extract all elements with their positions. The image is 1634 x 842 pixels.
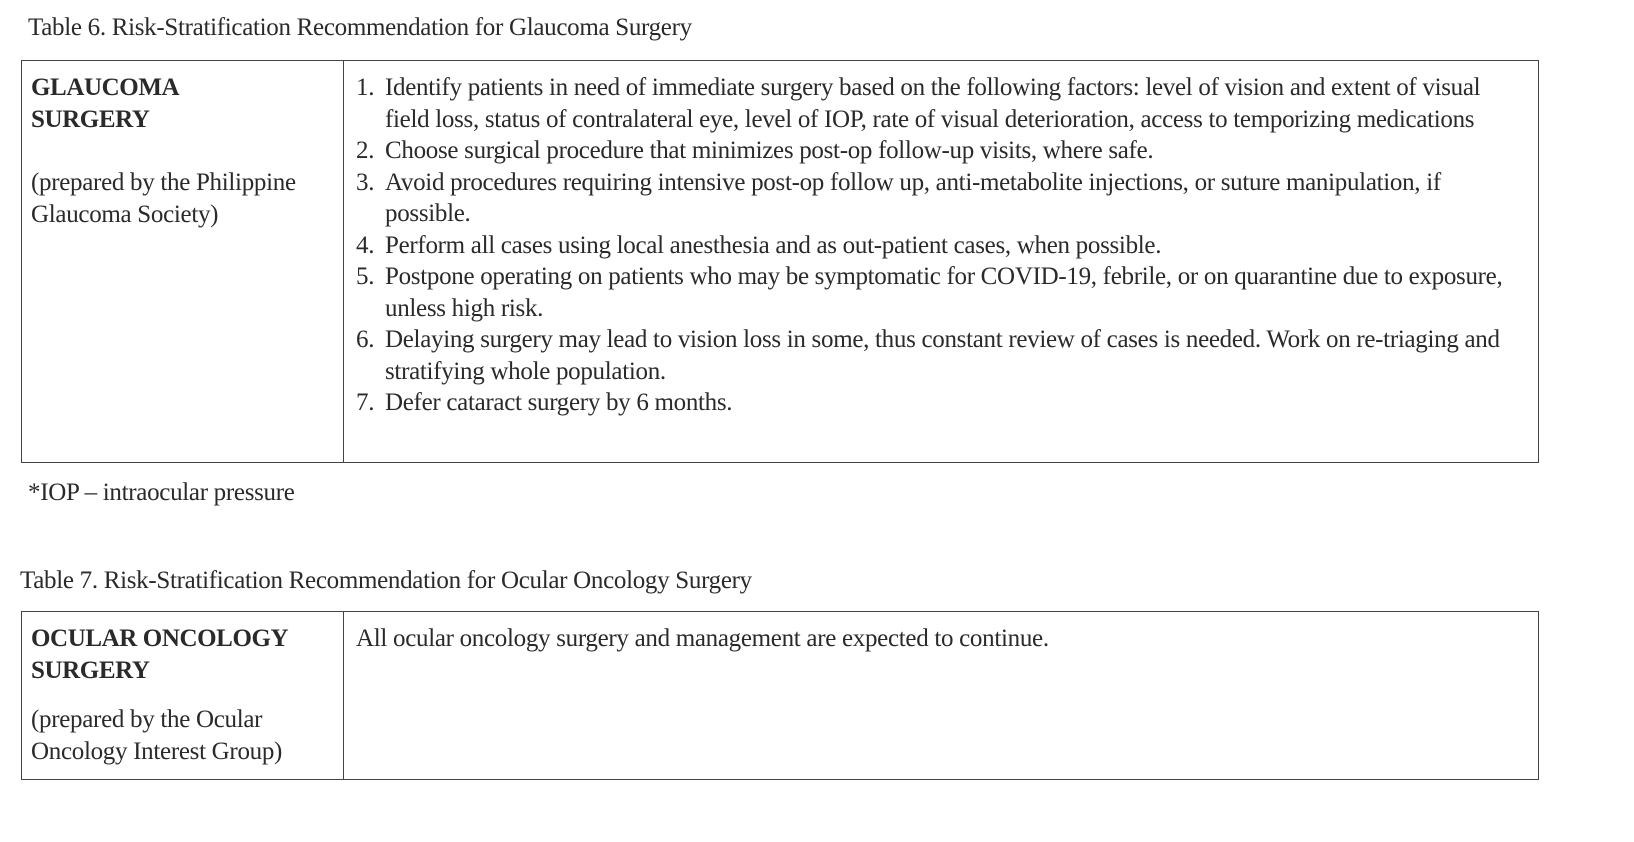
item-number: 2. xyxy=(356,137,375,164)
list-item xyxy=(356,324,1518,387)
list-item xyxy=(356,167,1518,230)
glaucoma-heading-line1: GLAUCOMA xyxy=(31,74,180,101)
list-item xyxy=(356,135,1518,167)
table7-caption: Table 7. Risk-Stratification Recommendation for Ocular Oncology Surgery xyxy=(20,567,752,594)
item-text: Avoid procedures requiring intensive post-op follow up, anti-metabolite injections, or suture manipulation, if possible. xyxy=(385,168,1441,227)
item-number: 1. xyxy=(356,74,375,101)
oncology-heading-line2: SURGERY xyxy=(31,656,150,684)
list-item xyxy=(356,230,1518,262)
item-text: Delaying surgery may lead to vision loss in some, thus constant review of cases is needed. Work on re-triaging and stratifying whole population. xyxy=(385,326,1500,385)
oncology-heading-line1: OCULAR ONCOLOGY xyxy=(31,625,289,652)
item-number: 3. xyxy=(356,168,375,196)
glaucoma-heading-line2: SURGERY xyxy=(31,105,150,133)
oncology-heading-cell xyxy=(22,612,344,780)
item-text: Perform all cases using local anesthesia and as out-patient cases, when possible. xyxy=(385,231,1162,259)
glaucoma-heading-cell xyxy=(22,61,344,463)
item-text: Identify patients in need of immediate surgery based on the following factors: level of vision and extent of visual field loss, status of contralateral eye, level of IOP, rate of visual deterioration, access to temporizing medications xyxy=(385,74,1481,133)
list-item xyxy=(356,387,1518,419)
item-text: Choose surgical procedure that minimizes post-op follow-up visits, where safe. xyxy=(385,137,1154,164)
list-item xyxy=(356,72,1518,135)
item-number: 4. xyxy=(356,231,375,259)
oncology-recommendation-cell: All ocular oncology surgery and management are expected to continue. xyxy=(344,612,1539,780)
table-row xyxy=(22,612,1539,780)
table6-caption: Table 6. Risk-Stratification Recommendation for Glaucoma Surgery xyxy=(28,14,692,41)
item-number: 5. xyxy=(356,263,375,290)
glaucoma-surgery-table xyxy=(21,60,1539,463)
oncology-prepared-by: (prepared by the Ocular Oncology Interest Group) xyxy=(31,706,283,765)
glaucoma-prepared-by: (prepared by the Philippine Glaucoma Society) xyxy=(31,169,296,228)
item-text: Defer cataract surgery by 6 months. xyxy=(385,389,733,416)
iop-footnote: *IOP – intraocular pressure xyxy=(28,479,295,506)
ocular-oncology-surgery-table xyxy=(21,611,1539,780)
item-number: 6. xyxy=(356,326,375,353)
glaucoma-recommendations-cell xyxy=(344,61,1539,463)
item-text: Postpone operating on patients who may be symptomatic for COVID-19, febrile, or on quarantine due to exposure, unless high risk. xyxy=(385,263,1503,322)
list-item xyxy=(356,261,1518,324)
table-row xyxy=(22,61,1539,463)
glaucoma-recommendation-list xyxy=(356,72,1518,419)
item-number: 7. xyxy=(356,389,375,416)
